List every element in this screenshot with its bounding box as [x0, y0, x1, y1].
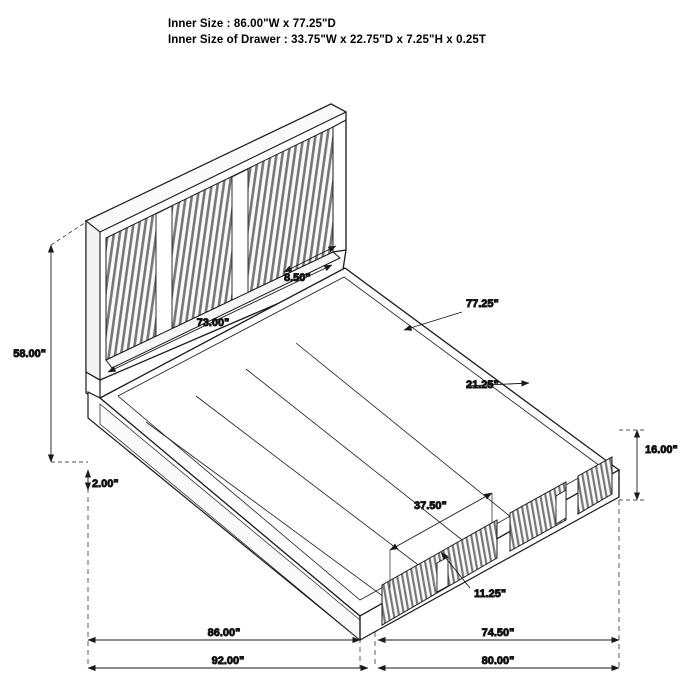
- dim-label-overall-width: 92.00": [211, 655, 245, 667]
- dim-label-rail-height: 16.00": [645, 444, 678, 456]
- dim-label-side-inner-depth: 74.50": [481, 627, 515, 639]
- dim-label-floor-clearance: 2.00": [92, 478, 119, 490]
- dim-label-overall-depth: 80.00": [481, 655, 515, 667]
- inner-size-note: Inner Size : 86.00"W x 77.25"D: [168, 18, 336, 30]
- dim-label-drawer-pull-height: 11.25": [474, 588, 507, 600]
- dim-label-headboard-width: 73.00": [196, 317, 230, 329]
- dim-label-mattress-depth: 77.25": [466, 298, 499, 310]
- inner-drawer-size-note: Inner Size of Drawer : 33.75"W x 22.75"D x 7.25"H x 0.25T: [168, 34, 487, 46]
- dim-label-inner-width: 86.00": [207, 627, 241, 639]
- dim-label-overall-height: 58.00": [13, 348, 46, 360]
- dim-label-headboard-to-rail: 8.50": [284, 272, 311, 284]
- dim-label-footboard-inset-text: 21.25": [466, 379, 499, 391]
- dim-label-drawer-front-width: 37.50": [414, 500, 447, 512]
